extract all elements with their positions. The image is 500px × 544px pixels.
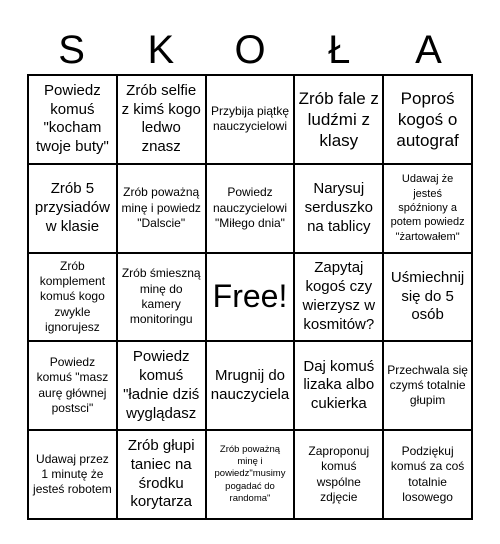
bingo-cell[interactable]: Zrób poważną minę i powiedz"musimy pogadać do randoma" xyxy=(206,430,295,519)
bingo-cell[interactable]: Zrób poważną minę i powiedz "Dalscie" xyxy=(117,164,206,253)
bingo-cell[interactable]: Mrugnij do nauczyciela xyxy=(206,341,295,430)
bingo-cell[interactable]: Powiedz komuś "ładnie dziś wyglądasz xyxy=(117,341,206,430)
bingo-cell[interactable]: Zrób głupi taniec na środku korytarza xyxy=(117,430,206,519)
bingo-cell[interactable]: Zrób śmieszną minę do kamery monitoringu xyxy=(117,253,206,342)
bingo-grid xyxy=(27,74,473,520)
bingo-cell[interactable]: Zrób selfie z kimś kogo ledwo znasz xyxy=(117,75,206,164)
bingo-cell[interactable]: Zrób komplement komuś kogo zwykle ignorujesz xyxy=(28,253,117,342)
bingo-cell[interactable]: Zapytaj kogoś czy wierzysz w kosmitów? xyxy=(294,253,383,342)
bingo-cell[interactable]: Narysuj serduszko na tablicy xyxy=(294,164,383,253)
bingo-cell[interactable]: Udawaj przez 1 minutę że jesteś robotem xyxy=(28,430,117,519)
header-letter-a: A xyxy=(415,28,442,72)
bingo-cell[interactable]: Przechwala się czymś totalnie głupim xyxy=(383,341,472,430)
bingo-cell[interactable]: Powiedz komuś "masz aurę głównej postsci" xyxy=(28,341,117,430)
bingo-cell[interactable]: Zaproponuj komuś wspólne zdjęcie xyxy=(294,430,383,519)
bingo-header xyxy=(27,22,473,78)
bingo-cell[interactable]: Uśmiechnij się do 5 osób xyxy=(383,253,472,342)
bingo-cell[interactable]: Powiedz komuś "kocham twoje buty" xyxy=(28,75,117,164)
bingo-cell[interactable]: Zrób 5 przysiadów w klasie xyxy=(28,164,117,253)
bingo-cell[interactable]: Daj komuś lizaka albo cukierka xyxy=(294,341,383,430)
header-letter-l: Ł xyxy=(328,28,351,72)
bingo-cell[interactable]: Podziękuj komuś za coś totalnie losowego xyxy=(383,430,472,519)
bingo-cell[interactable]: Zrób fale z ludźmi z klasy xyxy=(294,75,383,164)
bingo-cell[interactable]: Przybija piątkę nauczycielowi xyxy=(206,75,295,164)
bingo-cell[interactable]: Udawaj że jesteś spóźniony a potem powiedz "żartowałem" xyxy=(383,164,472,253)
bingo-cell[interactable]: Poproś kogoś o autograf xyxy=(383,75,472,164)
header-letter-s: S xyxy=(58,28,85,72)
bingo-cell[interactable]: Powiedz nauczycielowi "Miłego dnia" xyxy=(206,164,295,253)
header-letter-o: O xyxy=(234,28,266,72)
header-letter-k: K xyxy=(147,28,175,72)
bingo-cell-free[interactable]: Free! xyxy=(206,253,295,342)
